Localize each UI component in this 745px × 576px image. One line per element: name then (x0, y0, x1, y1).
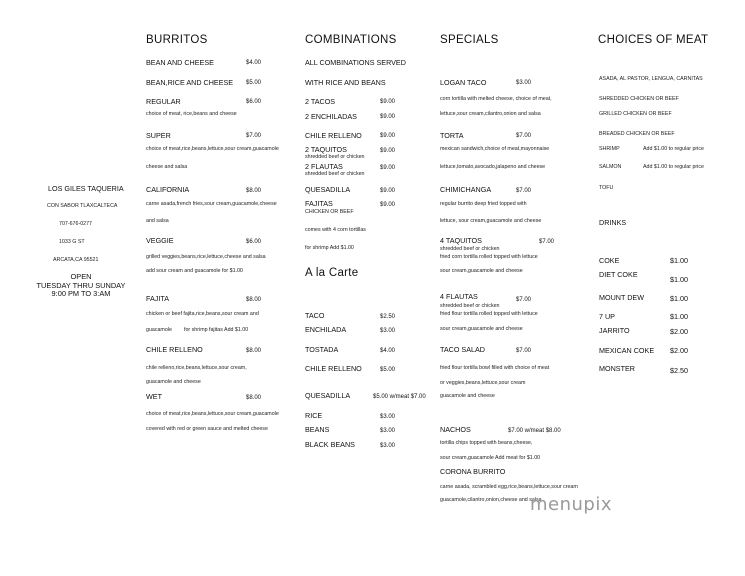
meat-option: TOFU (599, 185, 614, 191)
meat-option: BREADED CHICKEN OR BEEF (599, 131, 675, 137)
a-la-carte-price: $2.50 (380, 314, 396, 320)
special-desc: fried corn tortilla rolled topped with lettuce (440, 254, 538, 260)
special-name: TORTA (440, 131, 464, 140)
a-la-carte-name: CHILE RELLENO (305, 364, 362, 373)
burrito-desc: cheese and salsa (146, 164, 188, 170)
combinations-heading: COMBINATIONS (305, 34, 397, 46)
drink-name: MONSTER (599, 364, 635, 373)
restaurant-name: LOS GILES TAQUERIA (48, 184, 124, 193)
burrito-desc: choice of meat,rice,beans,lettuce,sour cream,guacamole (146, 146, 279, 152)
special-desc: lettuce, sour cream,guacamole and cheese (440, 218, 542, 224)
special-name: 4 FLAUTAS (440, 292, 478, 301)
burrito-desc: and salsa (146, 218, 169, 224)
drink-name: MOUNT DEW (599, 293, 644, 302)
meat-option: SHREDDED CHICKEN OR BEEF (599, 96, 679, 102)
hours-line: TUESDAY THRU SUNDAY (36, 280, 126, 290)
burrito-name: BEAN,RICE AND CHEESE (146, 78, 234, 87)
combo-name: QUESADILLA (305, 185, 351, 194)
a-la-carte-name: RICE (305, 411, 323, 420)
drinks-heading: DRINKS (599, 218, 627, 227)
combo-name: FAJITAS (305, 199, 333, 208)
burrito-price: $8.00 (246, 348, 262, 354)
special-name: LOGAN TACO (440, 78, 487, 87)
special-name: CORONA BURRITO (440, 467, 506, 476)
a-la-carte-price: $3.00 (380, 443, 396, 449)
combo-name: 2 TAQUITOS (305, 145, 347, 154)
special-name: 4 TAQUITOS (440, 236, 482, 245)
special-desc: mexican sandwich,choice of meat,mayonnaise (440, 146, 550, 152)
special-name: TACO SALAD (440, 345, 485, 354)
special-desc: or veggies,beans,lettuce,sour cream (440, 380, 526, 386)
a-la-carte-name: TACO (305, 311, 325, 320)
burrito-name: CALIFORNIA (146, 185, 190, 194)
special-price: $7.00 (516, 188, 532, 194)
meats-heading: CHOICES OF MEAT (598, 34, 709, 46)
combo-name: CHILE RELLENO (305, 131, 362, 140)
burrito-price: $8.00 (246, 188, 262, 194)
special-desc: fried flour tortilla rolled topped with lettuce (440, 311, 538, 317)
combo-price: $9.00 (380, 165, 396, 171)
drink-name: COKE (599, 256, 620, 265)
a-la-carte-price: $3.00 (380, 328, 396, 334)
burrito-name: CHILE RELLENO (146, 345, 203, 354)
combinations-intro: WITH RICE AND BEANS (305, 78, 386, 87)
burrito-desc: add sour cream and guacamole for $1.00 (146, 268, 243, 274)
meat-option-price: Add $1.00 to regular price (643, 164, 704, 170)
special-name: CHIMICHANGA (440, 185, 492, 194)
drink-price: $2.00 (670, 346, 688, 355)
special-desc: shredded beef or chicken (440, 246, 500, 252)
drink-price: $2.00 (670, 327, 688, 336)
special-price: $7.00 (516, 133, 532, 139)
special-price: $3.00 (516, 80, 532, 86)
burrito-price: $5.00 (246, 80, 262, 86)
drink-price: $1.00 (670, 294, 688, 303)
meat-option: GRILLED CHICKEN OR BEEF (599, 111, 672, 117)
special-desc: carne asada, scrambled egg,rice,beans,lettuce,sour cream (440, 484, 578, 490)
drink-name: DIET COKE (599, 270, 638, 279)
burrito-price: $6.00 (246, 99, 262, 105)
restaurant-city: ARCATA,CA 95521 (53, 257, 99, 263)
a-la-carte-name: QUESADILLA (305, 391, 351, 400)
special-desc: guacamole,cilantro,onion,cheese and salsa (440, 497, 542, 503)
a-la-carte-price: $4.00 (380, 348, 396, 354)
burrito-desc: choice of meat, rice,beans and cheese (146, 111, 237, 117)
meat-option: SALMON (599, 164, 622, 170)
meat-option: ASADA, AL PASTOR, LENGUA, CARNITAS (599, 76, 703, 82)
burrito-name: SUPER (146, 131, 171, 140)
drink-price: $1.00 (670, 275, 688, 284)
special-desc: tortilla chips topped with beans,cheese, (440, 440, 533, 446)
a-la-carte-name: TOSTADA (305, 345, 339, 354)
a-la-carte-price: $3.00 (380, 414, 396, 420)
a-la-carte-heading: A la Carte (305, 267, 359, 279)
combo-price: $9.00 (380, 99, 396, 105)
burrito-desc: chile relleno,rice,beans,lettuce,sour cream, (146, 365, 247, 371)
burrito-name: VEGGIE (146, 236, 174, 245)
burrito-desc: carne asada,french fries,sour cream,guacamole,cheese (146, 201, 277, 207)
special-desc: lettuce,sour cream,cilantro,onion and salsa (440, 111, 541, 117)
drink-price: $2.50 (670, 366, 688, 375)
hours-line: OPEN (70, 272, 92, 281)
special-price: $7.00 (516, 348, 532, 354)
special-price: $7.00 (539, 239, 555, 245)
special-price: $7.00 w/meat $8.00 (508, 428, 561, 434)
combo-name: 2 TACOS (305, 97, 336, 106)
burrito-name: REGULAR (146, 97, 181, 106)
burrito-desc: chicken or beef fajita,rice,beans,sour cream and (146, 311, 259, 317)
a-la-carte-price: $5.00 w/meat $7.00 (373, 394, 426, 400)
menupix-watermark-logo (530, 494, 612, 515)
burrito-name: BEAN AND CHEESE (146, 58, 214, 67)
special-desc: sour cream,guacamole and cheese (440, 268, 523, 274)
combo-name: 2 ENCHILADAS (305, 112, 357, 121)
burrito-desc: guacamole and cheese (146, 379, 201, 385)
burrito-price: $8.00 (246, 297, 262, 303)
specials-heading: SPECIALS (440, 34, 499, 46)
combo-price: $9.00 (380, 202, 396, 208)
drink-name: MEXICAN COKE (599, 346, 655, 355)
burrito-price: $6.00 (246, 239, 262, 245)
combo-sub: CHICKEN OR BEEF (305, 209, 354, 215)
burrito-price: $4.00 (246, 60, 262, 66)
special-desc: regular burrito deep fried topped with (440, 201, 527, 207)
special-desc: lettuce,tomato,avocado,jalapeno and cheese (440, 164, 546, 170)
a-la-carte-name: BEANS (305, 425, 330, 434)
combo-sub: shredded beef or chicken (305, 171, 365, 177)
opening-hours (36, 273, 126, 299)
combo-name: 2 FLAUTAS (305, 162, 343, 171)
a-la-carte-price: $3.00 (380, 428, 396, 434)
burritos-heading: BURRITOS (146, 34, 208, 46)
burrito-desc: for shrimp fajitas Add $1.00 (184, 327, 249, 333)
watermark-text: menupix (530, 494, 613, 515)
combo-note: for shrimp Add $1.00 (305, 245, 354, 251)
special-name: NACHOS (440, 425, 471, 434)
burrito-price: $7.00 (246, 133, 262, 139)
special-desc: fried flour tortilla bowl filled with choice of meat (440, 365, 550, 371)
special-desc: sour cream,guacamole Add meat for $1.00 (440, 455, 541, 461)
meat-option-price: Add $1.00 to regular price (643, 146, 704, 152)
burrito-name: WET (146, 392, 162, 401)
combinations-intro: ALL COMBINATIONS SERVED (305, 58, 406, 67)
special-desc: corn tortilla with melted cheese, choice of meat, (440, 96, 552, 102)
drink-name: JARRITO (599, 326, 630, 335)
a-la-carte-name: ENCHILADA (305, 325, 347, 334)
combo-sub: shredded beef or chicken (305, 154, 365, 160)
a-la-carte-price: $5.00 (380, 367, 396, 373)
meat-option: SHRIMP (599, 146, 620, 152)
burrito-desc: covered with red or green sauce and melted cheese (146, 426, 268, 432)
special-desc: shredded beef or chicken (440, 303, 500, 309)
combo-price: $9.00 (380, 188, 396, 194)
burrito-desc: guacamole (146, 327, 172, 333)
burrito-name: FAJITA (146, 294, 170, 303)
special-desc: guacamole and cheese (440, 393, 495, 399)
special-desc: sour cream,guacamole and cheese (440, 326, 523, 332)
combo-price: $9.00 (380, 133, 396, 139)
hours-line: 9:00 PM TO 3:AM (51, 289, 111, 299)
restaurant-tagline: CON SABOR TLAXCALTECA (47, 203, 118, 209)
burrito-price: $8.00 (246, 395, 262, 401)
combo-note: comes with 4 corn tortillas (305, 227, 366, 233)
restaurant-street: 1033 G ST (59, 239, 85, 245)
combo-price: $9.00 (380, 148, 396, 154)
drink-price: $1.00 (670, 256, 688, 265)
burrito-desc: grilled veggies,beans,rice,lettuce,cheese and salsa (146, 254, 266, 260)
drink-price: $1.00 (670, 312, 688, 321)
combo-price: $9.00 (380, 114, 396, 120)
special-price: $7.00 (516, 297, 532, 303)
burrito-desc: choice of meat,rice,beans,lettuce,sour cream,guacamole (146, 411, 279, 417)
drink-name: 7 UP (599, 312, 615, 321)
restaurant-phone: 707-676-0277 (59, 221, 92, 227)
a-la-carte-name: BLACK BEANS (305, 440, 355, 449)
